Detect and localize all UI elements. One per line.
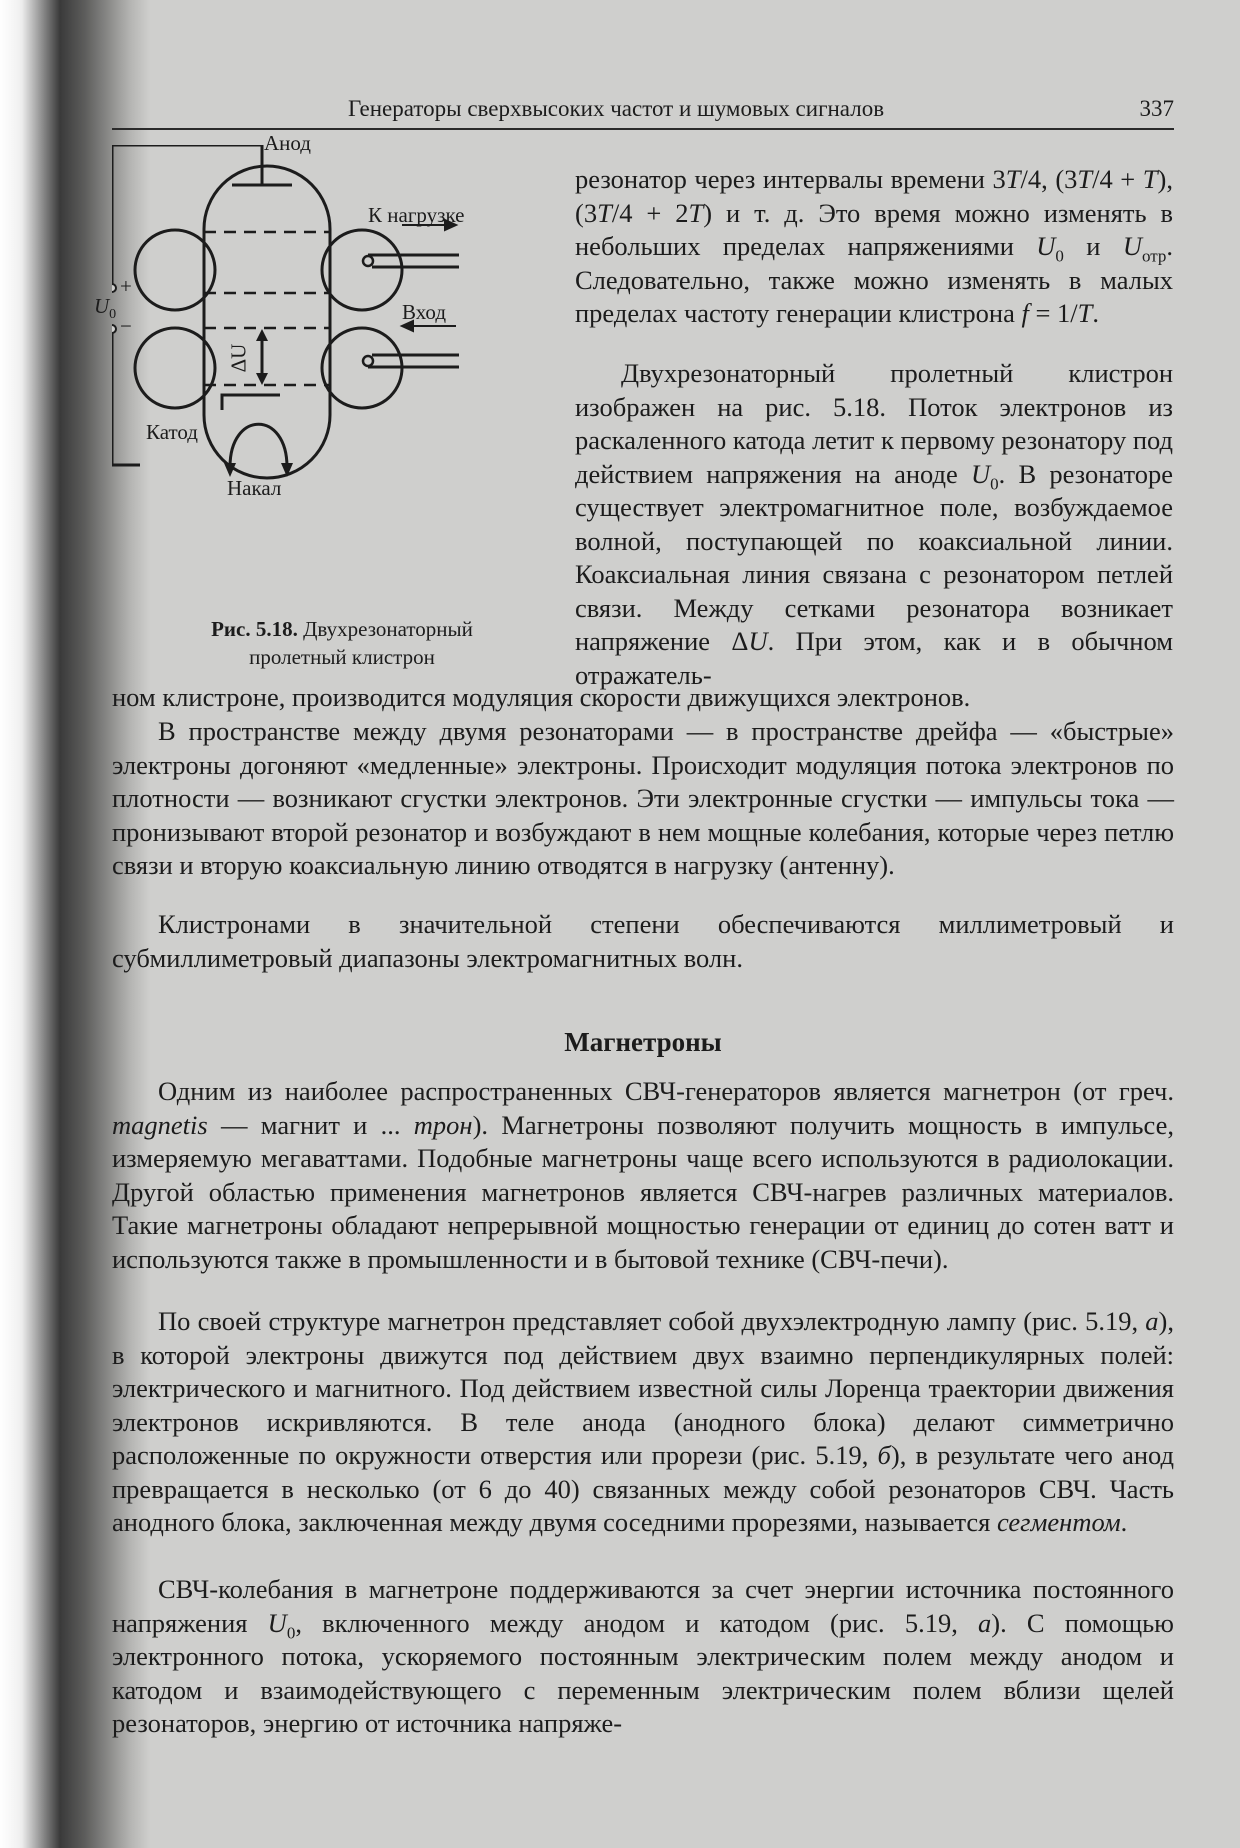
label-u0: $U_0$ [94, 294, 117, 323]
figure-caption [112, 615, 572, 671]
paragraph-5: Одним из наиболее распространенных СВЧ-генераторов является магнетрон (от греч. magnetis — магнит и ... трон). Магнетроны позволяют получить мощность в импульсе, измеряемую мегаваттами. Подобные магнетроны чаще всего используются в радиолокации. Другой областью применения магнетронов является СВЧ-нагрев различных материалов. Такие магнетроны обладают непрерывной мощностью генерации от единиц до сотен ватт и используются также в промышленности и в бытовой технике (СВЧ-печи). [112, 1076, 1174, 1274]
page-header [112, 94, 1174, 130]
paragraph-2: Двухрезонаторный пролетный клистрон изображен на рис. 5.18. Поток электронов из раскаленного катода летит к первому резонатору под действием напряжения на аноде $U_0$. В резонаторе существует электромагнитное поле, возбуждаемое волной, поступающей по коаксиальной линии. Коаксиальная линия связана с резонатором петлей связи. Между сетками резонатора возникает напряжение ΔU. При этом, как и в обычном отражатель- [575, 358, 1173, 690]
paragraph-3: В пространстве между двумя резонаторами — в пространстве дрейфа — «быстрые» электроны догоняют «медленные» электроны. Происходит модуляция потока электронов по плотности — возникают сгустки электронов. Эти электронные сгустки — импульсы тока — пронизывают второй резонатор и возбуждают в нем мощные колебания, которые через петлю связи и вторую коаксиальную линию отводятся в нагрузку (антенну). [112, 716, 1174, 880]
caption-number: Рис. 5.18. [211, 617, 298, 641]
label-input: Вход [402, 300, 447, 324]
label-plus: + [120, 274, 132, 298]
label-to-load: К нагрузке [368, 203, 465, 227]
paragraph-6: По своей структуре магнетрон представляет собой двухэлектродную лампу (рис. 5.19, а), в которой электроны движутся под действием двух взаимно перпендикулярных полей: электрического и магнитного. Под действием известной силы Лоренца траектории движения электронов искривляются. В теле анода (анодного блока) делают симметрично расположенные по окружности отверстия или прорези (рис. 5.19, б), в результате чего анод превращается в несколько (от 6 до 40) связанных между собой резонаторов СВЧ. Часть анодного блока, заключенная между двумя соседними прорезями, называется сегментом. [112, 1306, 1174, 1537]
klystron-diagram [112, 145, 572, 615]
caption-text: Двухрезонаторный [303, 617, 473, 641]
paragraph-2-continued: ном клистроне, производится модуляция скорости движущихся электронов. [112, 682, 971, 712]
label-heater: Накал [227, 476, 282, 500]
figure-5-18 [94, 131, 572, 685]
page-number: 337 [1139, 96, 1174, 121]
paragraph-4: Клистронами в значительной степени обеспечиваются миллиметровый и субмиллиметровый диапазоны электромагнитных волн. [112, 909, 1174, 973]
paragraph-7: СВЧ-колебания в магнетроне поддерживаются за счет энергии источника постоянного напряжения $U_0$, включенного между анодом и катодом (рис. 5.19, а). С помощью электронного потока, ускоряемого постоянным электрическим полем между анодом и катодом и взаимодействующего с переменным электрическим полем вблизи щелей резонаторов, энергию от источника напряже- [112, 1574, 1174, 1738]
label-minus: − [120, 314, 132, 338]
label-delta-u: ΔU [226, 343, 251, 373]
section-heading: Магнетроны [564, 1027, 722, 1057]
running-title: Генераторы сверхвысоких частот и шумовых сигналов [348, 96, 885, 121]
label-cathode: Катод [146, 420, 198, 444]
caption-line2: пролетный клистрон [249, 645, 435, 669]
paragraph-1: резонатор через интервалы времени 3T/4, (3T/4 + T), (3T/4 + 2T) и т. д. Это время можно изменять в небольших пределах напряжениями $U_0$ и $U_{отр}$. Следовательно, также можно изменять в малых пределах частоту генерации клистрона f = 1/T. [575, 164, 1173, 328]
label-anode: Анод [264, 131, 311, 155]
